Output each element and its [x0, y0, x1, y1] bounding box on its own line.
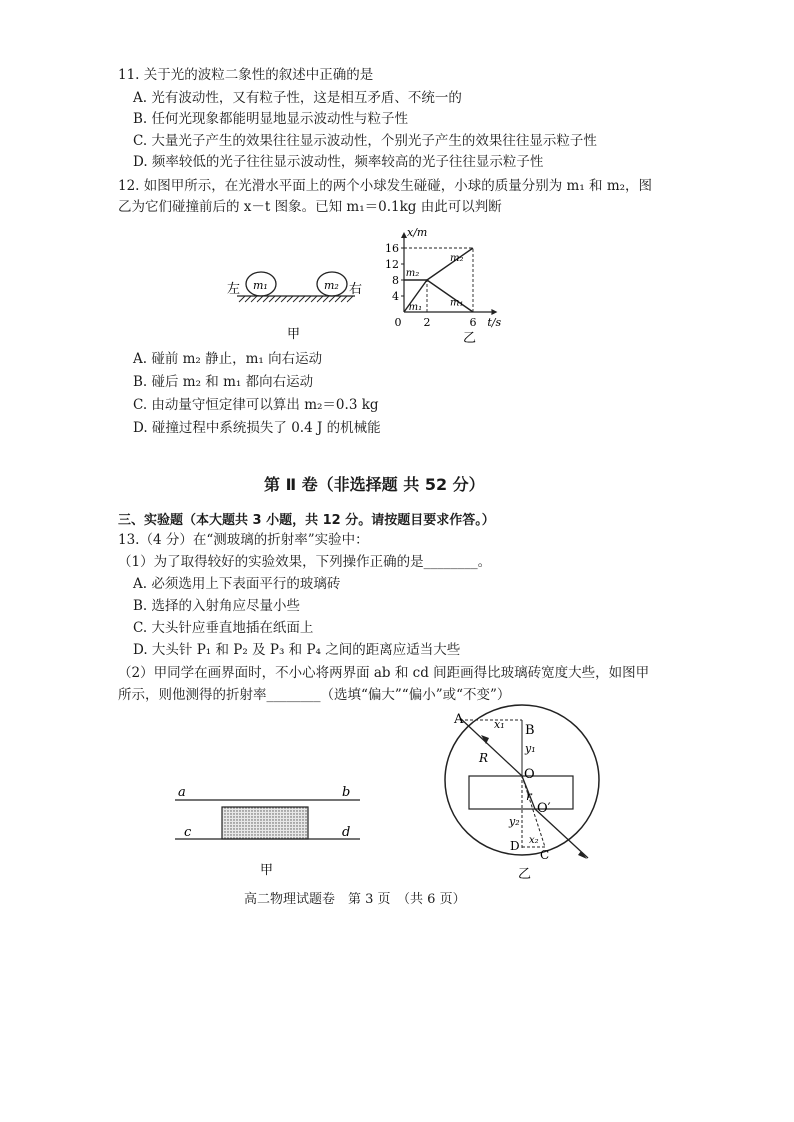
label-m2-before: m₂	[405, 268, 420, 279]
section3-title: 三、实验题（本大题共 3 小题，共 12 分。请按题目要求作答。）	[118, 513, 495, 528]
label-A: A	[454, 712, 464, 727]
q13-option-a: A. 必须选用上下表面平行的玻璃砖	[133, 576, 341, 592]
x-axis-arrow	[491, 309, 497, 315]
label-b: b	[342, 785, 351, 800]
q13-sub2-line1: （2）甲同学在画界面时，不小心将两界面 ab 和 cd 间距画得比玻璃砖宽度大些，如图甲	[118, 665, 650, 681]
q12-figure-jia	[225, 262, 375, 342]
label-D: D	[510, 839, 520, 853]
right-label: 右	[349, 282, 363, 297]
caption-yi: 乙	[463, 331, 477, 346]
q11-option-d: D. 频率较低的光子往往显示波动性，频率较高的光子往往显示粒子性	[133, 154, 544, 170]
y-tick-label: 12	[385, 258, 399, 271]
label-a: a	[178, 785, 186, 800]
label-m2-after: m₂	[450, 252, 464, 264]
label-C: C	[540, 848, 550, 862]
label-O-prime: O′	[537, 801, 551, 816]
glass-block	[469, 776, 573, 809]
ball-m1-label: m₁	[253, 279, 268, 292]
incident-ray	[460, 718, 522, 776]
q12-option-a: A. 碰前 m₂ 静止，m₁ 向右运动	[133, 351, 323, 367]
caption-yi: 乙	[518, 867, 532, 880]
q12-stem-line2: 乙为它们碰撞前后的 x－t 图象。已知 m₁＝0.1kg 由此可以判断	[118, 199, 502, 215]
label-m1-before: m₁	[408, 302, 423, 313]
label-R: R	[479, 751, 489, 765]
q13-option-b: B. 选择的入射角应尽量小些	[133, 598, 301, 614]
label-c: c	[184, 825, 192, 840]
x-tick-label: 0	[394, 316, 402, 329]
y-tick-label: 8	[392, 274, 399, 287]
q12-xt-chart	[375, 222, 555, 347]
caption-jia: 甲	[260, 863, 274, 878]
y-tick-label: 4	[392, 290, 399, 303]
q12-option-d: D. 碰撞过程中系统损失了 0.4 J 的机械能	[133, 420, 381, 436]
q13-figure-yi	[430, 700, 620, 880]
q13-sub1: （1）为了取得较好的实验效果，下列操作正确的是________。	[118, 554, 492, 570]
label-O: O	[524, 767, 535, 782]
label-m1-after: m₁	[450, 297, 464, 309]
q12-option-c: C. 由动量守恒定律可以算出 m₂＝0.3 kg	[133, 397, 379, 413]
label-x2: x₂	[529, 835, 539, 846]
q11-option-b: B. 任何光现象都能明显地显示波动性与粒子性	[133, 111, 409, 127]
label-x1: x₁	[494, 718, 505, 731]
label-d: d	[342, 825, 351, 840]
q13-option-d: D. 大头针 P₁ 和 P₂ 及 P₃ 和 P₄ 之间的距离应适当大些	[133, 642, 461, 658]
y-tick-label: 16	[385, 242, 399, 255]
y-axis-label: x/m	[407, 226, 428, 239]
x-tick-label: 2	[423, 316, 431, 329]
q11-stem: 11. 关于光的波粒二象性的叙述中正确的是	[118, 67, 374, 83]
page-footer: 高二物理试题卷 第 3 页 （共 6 页）	[244, 892, 466, 907]
glass-block	[222, 807, 308, 839]
ground-hatch	[239, 296, 353, 302]
q12-stem-line1: 12. 如图甲所示，在光滑水平面上的两个小球发生碰碰，小球的质量分别为 m₁ 和 m₂，图	[118, 178, 653, 194]
q13-stem: 13.（4 分）在“测玻璃的折射率”实验中：	[118, 532, 369, 548]
ball-m2-label: m₂	[324, 279, 339, 292]
x-axis-label: t/s	[487, 316, 502, 329]
q11-option-c: C. 大量光子产生的效果往往显示波动性，个别光子产生的效果往往显示粒子性	[133, 133, 597, 149]
q13-option-c: C. 大头针应垂直地插在纸面上	[133, 620, 314, 636]
q12-option-b: B. 碰后 m₂ 和 m₁ 都向右运动	[133, 374, 314, 390]
left-label: 左	[227, 282, 241, 297]
part2-title: 第 Ⅱ 卷（非选择题 共 52 分）	[264, 475, 485, 494]
label-B: B	[525, 723, 535, 738]
caption-jia: 甲	[287, 327, 301, 342]
label-y1: y₁	[525, 742, 536, 755]
x-tick-label: 6	[469, 316, 477, 329]
q13-figure-jia	[170, 780, 370, 880]
q13-sub2-line2: 所示，则他测得的折射率________（选填“偏大”“偏小”或“不变”）	[118, 687, 511, 703]
label-y2: y₂	[509, 815, 520, 828]
q11-option-a: A. 光有波动性，又有粒子性，这是相互矛盾、不统一的	[133, 90, 462, 106]
label-r: r	[526, 789, 532, 803]
